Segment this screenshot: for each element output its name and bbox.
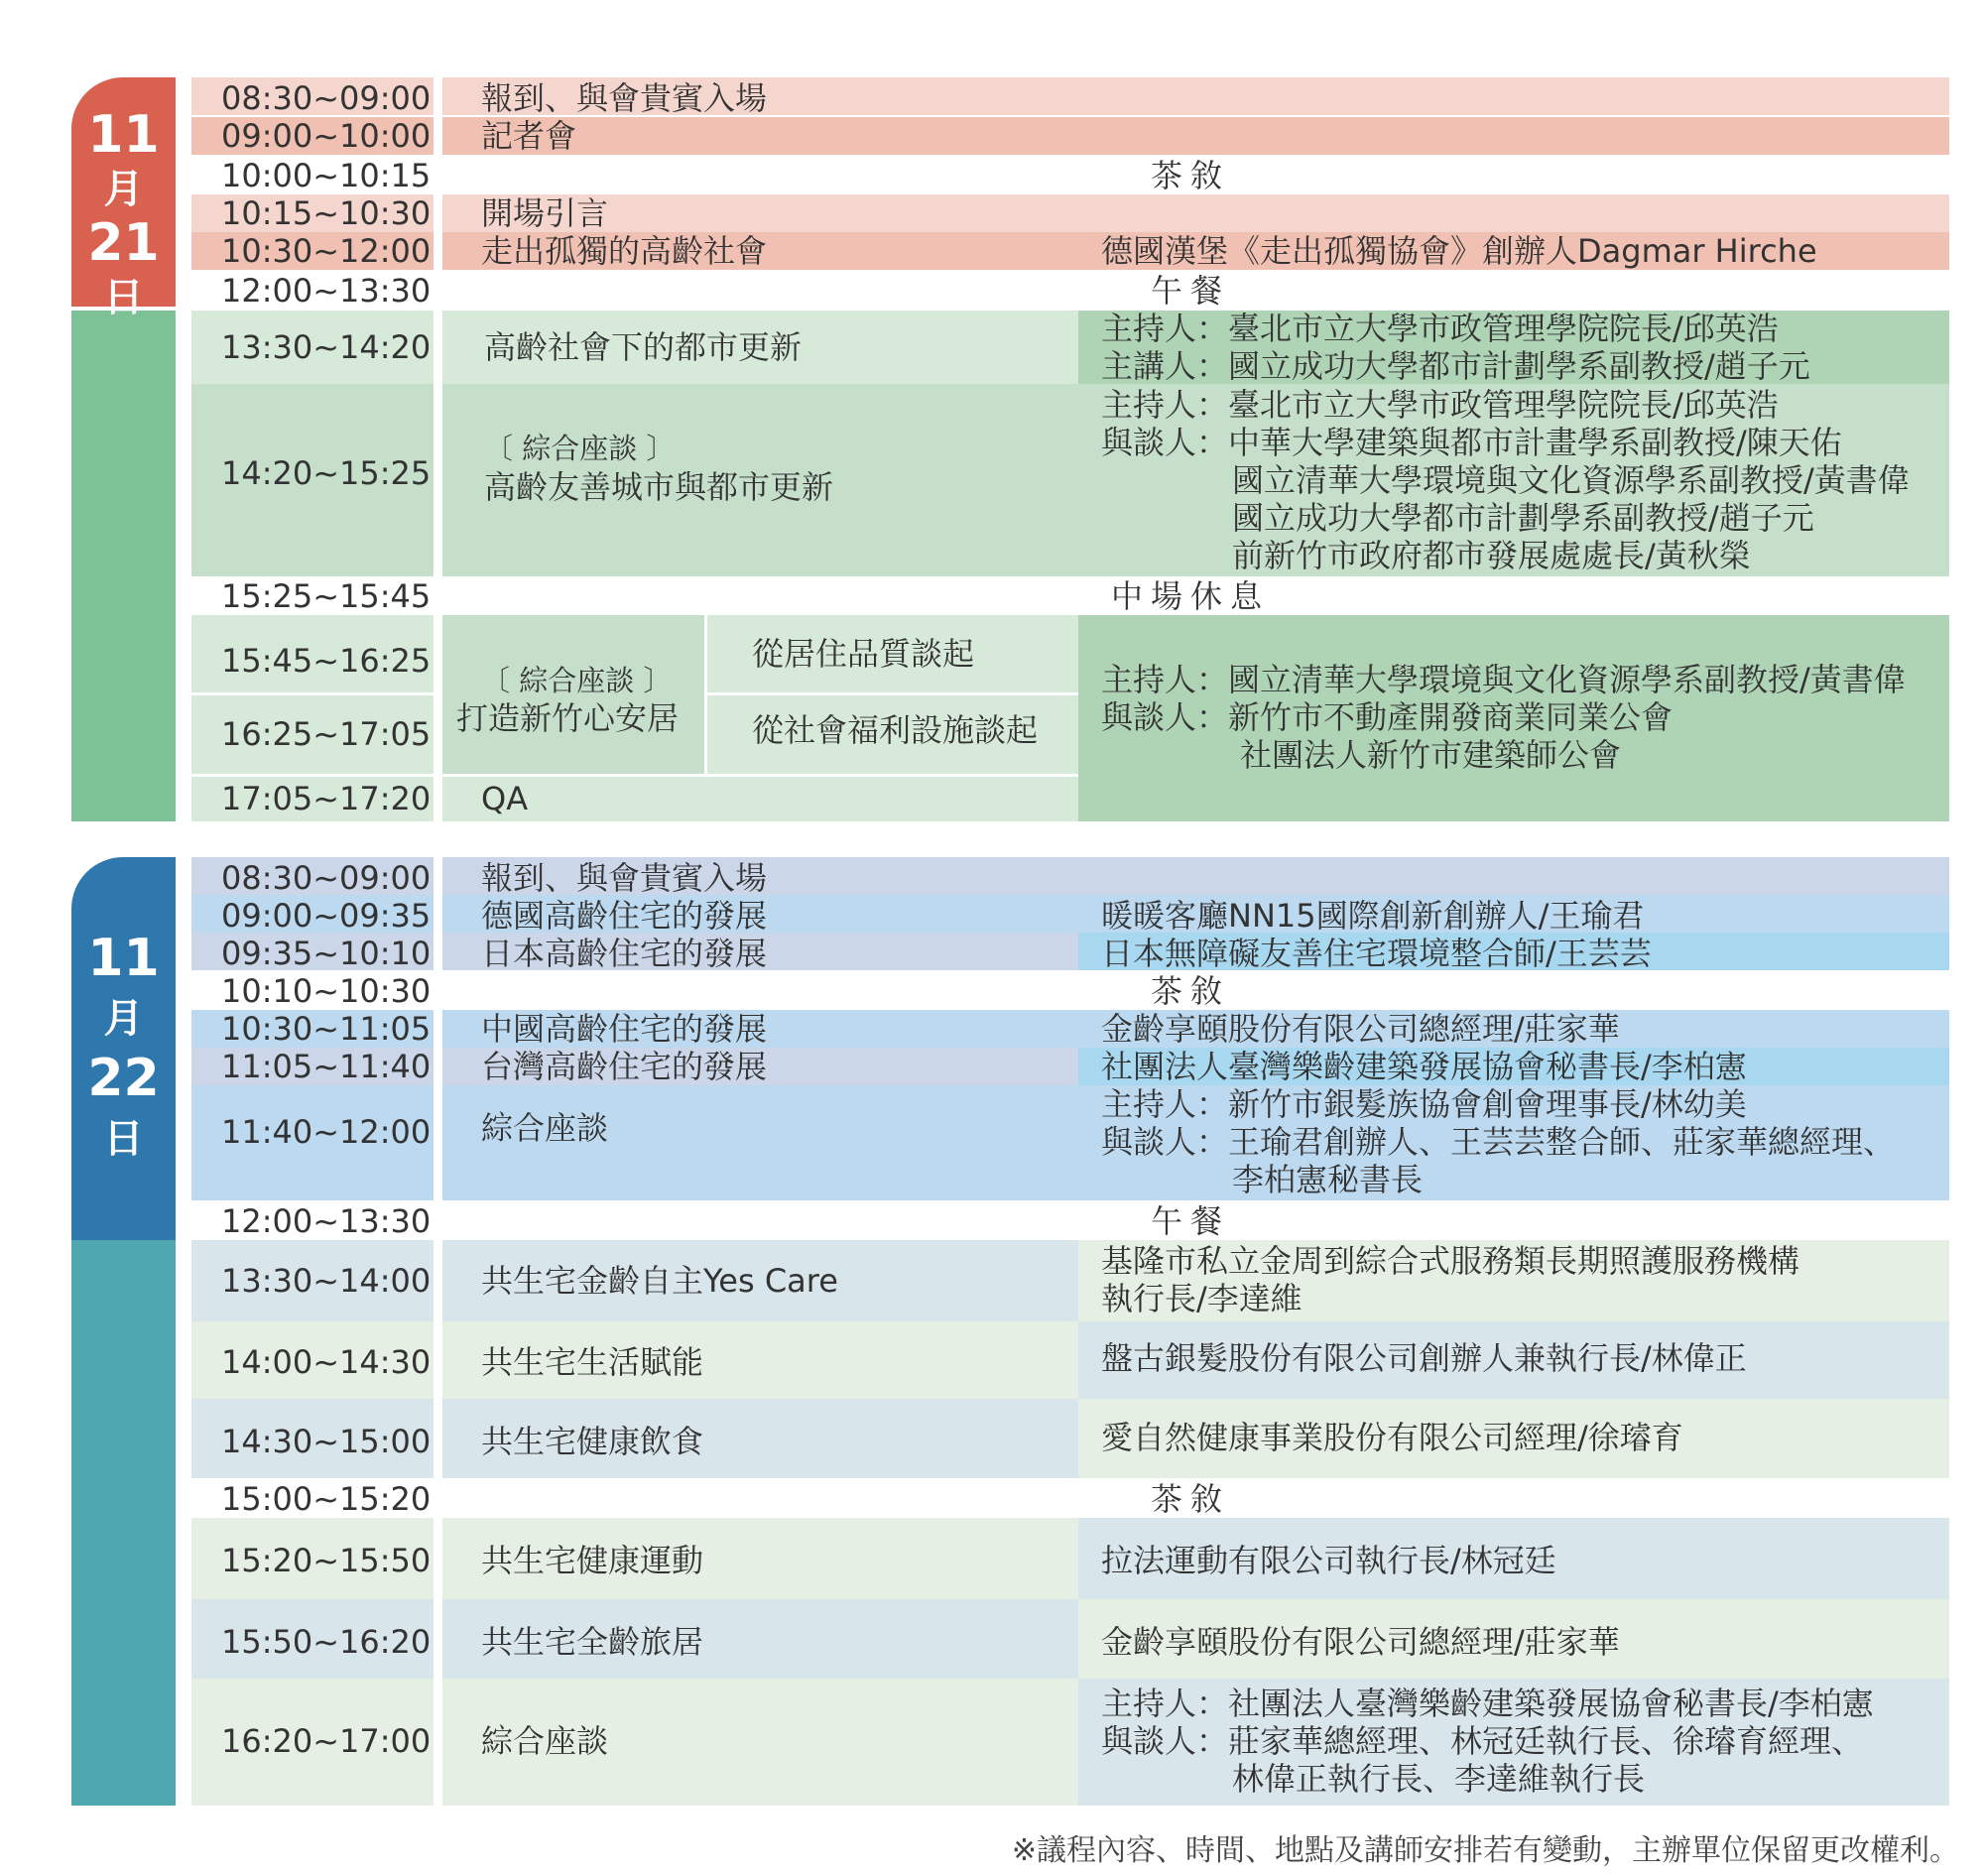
speaker-cell: 與談人：中華大學建築與都市計畫學系副教授/陳天佑 (1101, 424, 1842, 461)
speaker-cell: 國立成功大學都市計劃學系副教授/趙子元 (1232, 499, 1814, 537)
topic-cell: 綜合座談 (481, 1722, 609, 1760)
topic-cell: 高齡社會下的都市更新 (484, 328, 803, 366)
footnote: ※議程內容、時間、地點及講師安排若有變動，主辦單位保留更改權利。 (1011, 1833, 1959, 1868)
topic-cell: 德國高齡住宅的發展 (481, 897, 768, 935)
row-bg (191, 895, 1949, 933)
topic-cell: 共生宅全齡旅居 (481, 1623, 704, 1661)
time-cell: 15:20~15:50 (221, 1542, 432, 1579)
speaker-cell: 與談人：王瑜君創辦人、王芸芸整合師、莊家華總經理、 (1101, 1123, 1896, 1161)
break-label: 午餐 (1150, 1202, 1230, 1240)
speaker-cell: 愛自然健康事業股份有限公司經理/徐璿育 (1101, 1419, 1683, 1456)
time-cell: 15:00~15:20 (221, 1480, 432, 1518)
speaker-cell: 金齡享頤股份有限公司總經理/莊家華 (1101, 1623, 1620, 1661)
speaker-cell: 林偉正執行長、李達維執行長 (1232, 1760, 1646, 1798)
topic-tag: 〔 綜合座談 〕 (484, 432, 676, 465)
speaker-cell: 主持人：新竹市銀髮族協會創會理事長/林幼美 (1101, 1085, 1747, 1123)
speaker-cell: 金齡享頤股份有限公司總經理/莊家華 (1101, 1010, 1620, 1048)
time-cell: 14:00~14:30 (221, 1343, 432, 1381)
time-cell: 10:00~10:15 (221, 157, 432, 194)
speaker-cell: 主持人：社團法人臺灣樂齡建築發展協會秘書長/李柏憲 (1101, 1685, 1874, 1722)
topic-cell: 報到、與會貴賓入場 (481, 79, 768, 117)
topic-cell: 走出孤獨的高齡社會 (481, 232, 768, 270)
time-cell: 15:25~15:45 (221, 577, 432, 615)
time-cell: 10:15~10:30 (221, 194, 432, 232)
row-divider (707, 692, 1078, 695)
speaker-cell: 暖暖客廳NN15國際創新創辦人/王瑜君 (1101, 897, 1645, 935)
row-bg (191, 1010, 1949, 1048)
topic-cell: 共生宅健康運動 (481, 1542, 704, 1579)
topic-cell: QA (481, 780, 529, 817)
topic-cell: 共生宅健康飲食 (481, 1423, 704, 1460)
topic-cell: 台灣高齡住宅的發展 (481, 1048, 768, 1085)
speaker-cell: 基隆市私立金周到綜合式服務類長期照護服務機構 (1101, 1242, 1800, 1280)
time-cell: 17:05~17:20 (221, 780, 432, 817)
subtopic-cell: 從社會福利設施談起 (752, 711, 1039, 749)
time-cell: 11:05~11:40 (221, 1048, 432, 1085)
time-cell: 08:30~09:00 (221, 79, 432, 117)
topic-cell: 共生宅生活賦能 (481, 1343, 704, 1381)
topic-cell: 高齡友善城市與都市更新 (484, 468, 834, 506)
topic-cell: 中國高齡住宅的發展 (481, 1010, 768, 1048)
time-cell: 10:10~10:30 (221, 972, 432, 1010)
row-bg (191, 117, 1949, 155)
speaker-cell: 社團法人臺灣樂齡建築發展協會秘書長/李柏憲 (1101, 1048, 1747, 1085)
topic-cell: 日本高齡住宅的發展 (481, 935, 768, 972)
time-cell: 14:20~15:25 (221, 454, 432, 492)
topic-cell: 綜合座談 (481, 1109, 609, 1147)
speaker-cell: 德國漢堡《走出孤獨協會》創辦人Dagmar Hirche (1101, 232, 1817, 270)
time-cell: 10:30~12:00 (221, 232, 432, 270)
speaker-cell: 前新竹市政府都市發展處處長/黃秋榮 (1232, 537, 1751, 574)
speaker-cell: 國立清華大學環境與文化資源學系副教授/黃書偉 (1232, 461, 1910, 499)
topic-cell: 打造新竹心安居 (456, 699, 680, 737)
topic-cell: 報到、與會貴賓入場 (481, 859, 768, 897)
break-label: 茶敘 (1150, 157, 1230, 194)
speaker-cell: 主持人：臺北市立大學市政管理學院院長/邱英浩 (1101, 386, 1779, 424)
topic-cell: 共生宅金齡自主Yes Care (481, 1262, 838, 1300)
topic-tag: 〔 綜合座談 〕 (481, 664, 673, 697)
topic-cell: 開場引言 (481, 194, 609, 232)
break-label: 茶敘 (1150, 972, 1230, 1010)
time-cell: 16:25~17:05 (221, 715, 432, 753)
speaker-cell: 主持人：國立清華大學環境與文化資源學系副教授/黃書偉 (1101, 661, 1906, 698)
break-label: 茶敘 (1150, 1480, 1230, 1518)
speaker-cell: 李柏憲秘書長 (1232, 1161, 1424, 1198)
speaker-cell: 主持人：臺北市立大學市政管理學院院長/邱英浩 (1101, 310, 1779, 347)
time-cell: 14:30~15:00 (221, 1423, 432, 1460)
speaker-cell: 盤古銀髮股份有限公司創辦人兼執行長/林偉正 (1101, 1339, 1747, 1377)
row-divider (191, 774, 1078, 777)
day1-date-label: 11 月 21 日 (87, 105, 160, 321)
topic-cell: 記者會 (481, 117, 577, 155)
row-divider (191, 692, 434, 695)
time-cell: 15:45~16:25 (221, 642, 432, 680)
speaker-cell: 拉法運動有限公司執行長/林冠廷 (1101, 1542, 1556, 1579)
day2-teal-bar (71, 1240, 176, 1806)
time-cell: 12:00~13:30 (221, 272, 432, 310)
row-bg (191, 194, 1949, 232)
speaker-cell: 主講人：國立成功大學都市計劃學系副教授/趙子元 (1101, 347, 1810, 385)
time-cell: 09:00~09:35 (221, 897, 432, 935)
time-cell: 11:40~12:00 (221, 1113, 432, 1151)
time-cell: 09:00~10:00 (221, 117, 432, 155)
speaker-cell: 與談人：新竹市不動產開發商業同業公會 (1101, 698, 1674, 736)
row-bg (191, 857, 1949, 895)
speaker-cell: 執行長/李達維 (1101, 1280, 1302, 1317)
speaker-cell: 社團法人新竹市建築師公會 (1240, 736, 1622, 774)
time-cell: 15:50~16:20 (221, 1623, 432, 1661)
speaker-cell: 與談人：莊家華總經理、林冠廷執行長、徐璿育經理、 (1101, 1722, 1864, 1760)
time-cell: 08:30~09:00 (221, 859, 432, 897)
day1-green-bar (71, 311, 176, 821)
time-cell: 10:30~11:05 (221, 1010, 432, 1048)
time-cell: 16:20~17:00 (221, 1722, 432, 1760)
row-bg (191, 77, 1949, 115)
time-cell: 13:30~14:20 (221, 328, 432, 366)
break-label: 午餐 (1150, 272, 1230, 310)
day2-date-label: 11 月 22 日 (87, 929, 160, 1163)
speaker-cell: 日本無障礙友善住宅環境整合師/王芸芸 (1101, 935, 1652, 972)
subtopic-cell: 從居住品質談起 (752, 635, 975, 673)
time-cell: 09:35~10:10 (221, 935, 432, 972)
time-cell: 13:30~14:00 (221, 1262, 432, 1300)
time-cell: 12:00~13:30 (221, 1202, 432, 1240)
break-label: 中場休息 (1110, 577, 1270, 615)
